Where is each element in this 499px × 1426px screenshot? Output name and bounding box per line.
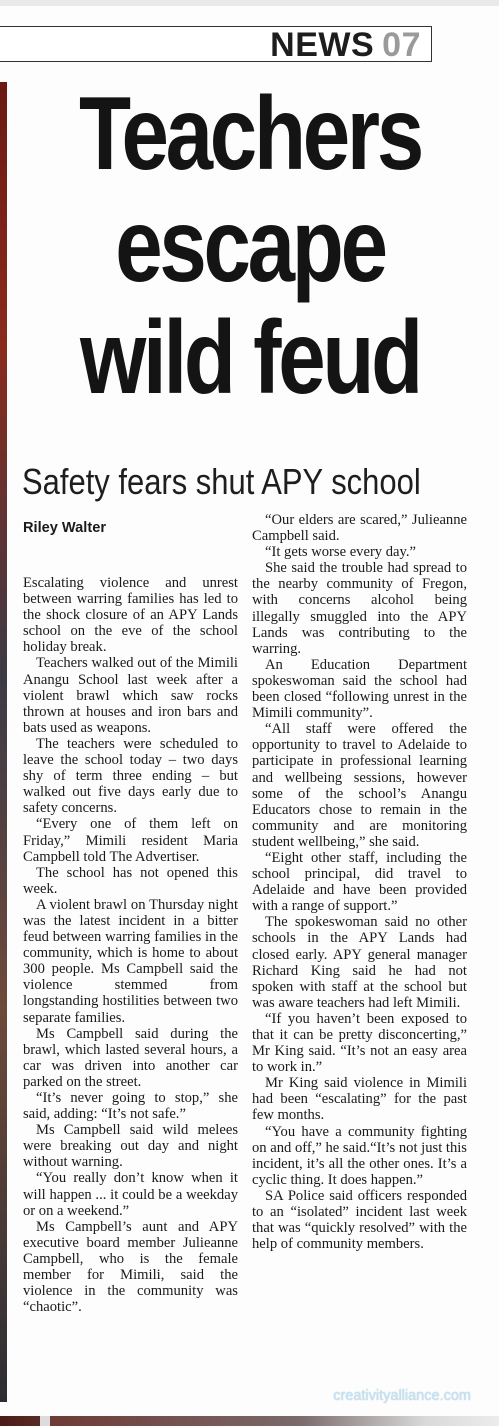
- headline-line-2: escape: [115, 188, 385, 304]
- page-number: 07: [382, 26, 421, 64]
- paragraph: Escalating violence and unrest between warring families has led to the shock closure of an APY Lands school on the eve of the school holiday break.: [23, 575, 238, 656]
- paragraph: She said the trouble had spread to the nearby community of Fregon, with concerns alcohol being illegally smuggled into the APY Lands was contributing to the warring.: [252, 560, 467, 657]
- byline: Riley Walter: [23, 520, 106, 536]
- paragraph: A violent brawl on Thursday night was the latest incident in a bitter feud between warring families in the community, which is home to about 300 people. Ms Campbell said the violence stemmed from longstanding hostilities between two separate families.: [23, 896, 238, 1026]
- watermark: creativityalliance.com: [333, 1388, 471, 1404]
- paragraph: Ms Campbell said wild melees were breaking out day and night without warning.: [23, 1122, 238, 1171]
- paragraph: “It’s never going to stop,” she said, adding: “It’s not safe.”: [23, 1090, 238, 1123]
- paragraph: SA Police said officers responded to an “isolated” incident last week that was “quickly resolved” with the help of community members.: [252, 1187, 467, 1253]
- section-name: NEWS: [270, 26, 375, 64]
- paragraph: Ms Campbell said during the brawl, which lasted several hours, a car was driven into another car parked on the street.: [23, 1025, 238, 1090]
- section-header: [0, 26, 432, 62]
- headline-line-3: wild feud: [79, 300, 420, 416]
- paragraph: Ms Campbell’s aunt and APY executive board member Julieanne Campbell, who is the female member for Mimili, said the violence in the community was “chaotic”.: [23, 1218, 238, 1316]
- paragraph: Mr King said violence in Mimili had been “escalating” for the past few months.: [252, 1075, 467, 1124]
- paragraph: The spokeswoman said no other schools in the APY Lands had closed early. APY general manager Richard King said he had not spoken with staff at the school but was aware teachers had left Mimili.: [252, 914, 467, 1011]
- paragraph: An Education Department spokeswoman said the school had been closed “following unrest in the Mimili community”.: [252, 656, 467, 722]
- headline-line-1: Teachers: [79, 76, 421, 192]
- headline: [20, 78, 480, 414]
- paragraph: The school has not opened this week.: [23, 864, 238, 897]
- article-column-left: [23, 512, 238, 1315]
- paragraph: “Eight other staff, including the school principal, did travel to Adelaide and have been provided with a range of support.”: [252, 849, 467, 915]
- top-edge: [0, 0, 499, 6]
- subheadline: Safety fears shut APY school: [22, 461, 421, 502]
- paragraph: “If you haven’t been exposed to that it can be pretty disconcerting,” Mr King said. “It’s not an easy area to work in.”: [252, 1010, 467, 1076]
- adjacent-page-bottom-edge: [0, 1416, 499, 1426]
- paragraph: “All staff were offered the opportunity to travel to Adelaide to participate in professional learning and wellbeing sessions, however some of the school’s Anangu Educators chose to remain in the community and are monitoring student wellbeing,” she said.: [252, 721, 467, 850]
- section-label: [270, 26, 421, 64]
- paragraph: “Our elders are scared,” Julieanne Campbell said.: [252, 512, 467, 545]
- adjacent-page-edge: [0, 82, 7, 1402]
- paragraph: The teachers were scheduled to leave the school today – two days shy of term three ending – but walked out five days early due to safety concerns.: [23, 735, 238, 817]
- paragraph: Teachers walked out of the Mimili Anangu School last week after a violent brawl which saw rocks thrown at houses and iron bars and bats used as weapons.: [23, 655, 238, 736]
- article-column-right: [252, 512, 467, 1252]
- paragraph: “It gets worse every day.”: [265, 544, 417, 561]
- paragraph: “You really don’t know when it will happen ... it could be a weekday or on a weekend.”: [23, 1170, 238, 1219]
- paragraph: “Every one of them left on Friday,” Mimili resident Maria Campbell told The Advertiser.: [23, 816, 238, 865]
- paragraph: “You have a community fighting on and off,” he said.“It’s not just this incident, it’s all the other ones. It’s a cyclic thing. It does happen.”: [252, 1123, 467, 1188]
